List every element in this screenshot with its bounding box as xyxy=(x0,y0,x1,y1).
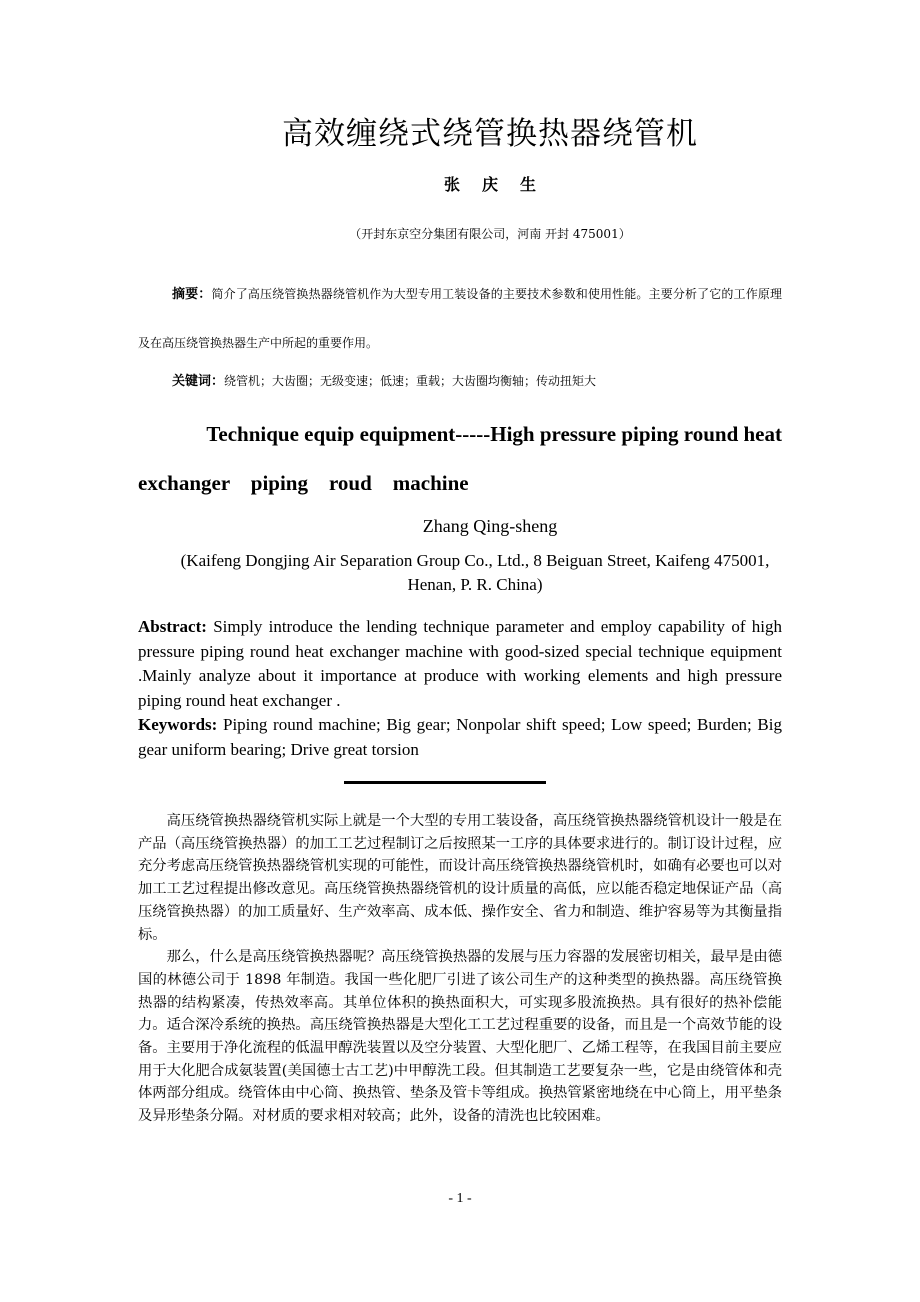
keywords-en xyxy=(138,713,782,762)
abstract-cn xyxy=(138,270,782,367)
affiliation-en: (Kaifeng Dongjing Air Separation Group Co., Ltd., 8 Beiguan Street, Kaifeng 475001, Henan, P. R. China) xyxy=(180,551,770,594)
keywords-cn-label: 关键词： xyxy=(172,374,225,389)
body-text xyxy=(138,810,782,1128)
abstract-cn-label: 摘要： xyxy=(172,287,212,302)
abstract-en-text: Simply introduce the lending technique parameter and employ capability of high pressure piping round heat exchanger machine with good-sized special technique equipment .Mainly analyze about it importance at produce with working elements and high pressure piping round heat exchanger . xyxy=(138,617,782,710)
author-name-en: Zhang Qing-sheng xyxy=(422,516,558,536)
paper-title-en-line2: exchanger piping roud machine xyxy=(138,471,469,495)
abstract-cn-text: 简介了高压绕管换热器绕管机作为大型专用工装设备的主要技术参数和使用性能。主要分析了它的工作原理及在高压绕管换热器生产中所起的重要作用。 xyxy=(138,287,782,350)
body-paragraph: 那么，什么是高压绕管换热器呢？高压绕管换热器的发展与压力容器的发展密切相关，最早是由德国的林德公司于 1898 年制造。我国一些化肥厂引进了该公司生产的这种类型的换热器。高压绕管换热器的结构紧凑，传热效率高。其单位体积的换热面积大，可实现多股流换热。具有很好的热补偿能力。适合深冷系统的换热。高压绕管换热器是大型化工工艺过程重要的设备，而且是一个高效节能的设备。主要用于净化流程的低温甲醇洗装置以及空分装置、大型化肥厂、乙烯工程等，在我国目前主要应用于大化肥合成氨装置(美国德士古工艺)中甲醇洗工段。但其制造工艺要复杂一些，它是由绕管体和壳体两部分组成。绕管体由中心筒、换热管、垫条及管卡等组成。换热管紧密地绕在中心筒上，用平垫条及异形垫条分隔。对材质的要求相对较高；此外，设备的清洗也比较困难。 xyxy=(138,949,782,1125)
section-divider xyxy=(344,781,546,784)
affiliation-cn: （开封东京空分集团有限公司，河南 开封 475001） xyxy=(349,227,631,241)
body-paragraph: 高压绕管换热器绕管机实际上就是一个大型的专用工装设备，高压绕管换热器绕管机设计一般是在产品（高压绕管换热器）的加工工艺过程制订之后按照某一工序的具体要求进行的。制订设计过程，应充分考虑高压绕管换热器绕管机实现的可能性，而设计高压绕管换热器绕管机时，如确有必要也可以对加工工艺过程提出修改意见。高压绕管换热器绕管机的设计质量的高低，应以能否稳定地保证产品（高压绕管换热器）的加工质量好、生产效率高、成本低、操作安全、省力和制造、维护容易等为其衡量指标。 xyxy=(138,813,782,943)
paper-title-en xyxy=(138,410,782,508)
abstract-en-label: Abstract: xyxy=(138,617,207,636)
author-char: 庆 xyxy=(481,175,498,194)
paper-title-en-line1: Technique equip equipment-----High pressure piping round heat xyxy=(206,422,782,446)
author-char: 张 xyxy=(443,175,460,194)
author-name-cn xyxy=(140,172,840,198)
keywords-en-text: Piping round machine; Big gear; Nonpolar shift speed; Low speed; Burden; Big gear uniform bearing; Drive great torsion xyxy=(138,715,782,759)
keywords-cn xyxy=(172,368,782,395)
paper-title-cn: 高效缠绕式绕管换热器绕管机 xyxy=(282,116,698,152)
page-number: - 1 - xyxy=(448,1191,472,1206)
abstract-en-block xyxy=(138,615,782,762)
author-char: 生 xyxy=(520,175,537,194)
abstract-en xyxy=(138,615,782,713)
keywords-en-label: Keywords: xyxy=(138,715,218,734)
keywords-cn-text: 绕管机；大齿圈；无级变速；低速；重载；大齿圈均衡轴；传动扭矩大 xyxy=(224,374,597,388)
